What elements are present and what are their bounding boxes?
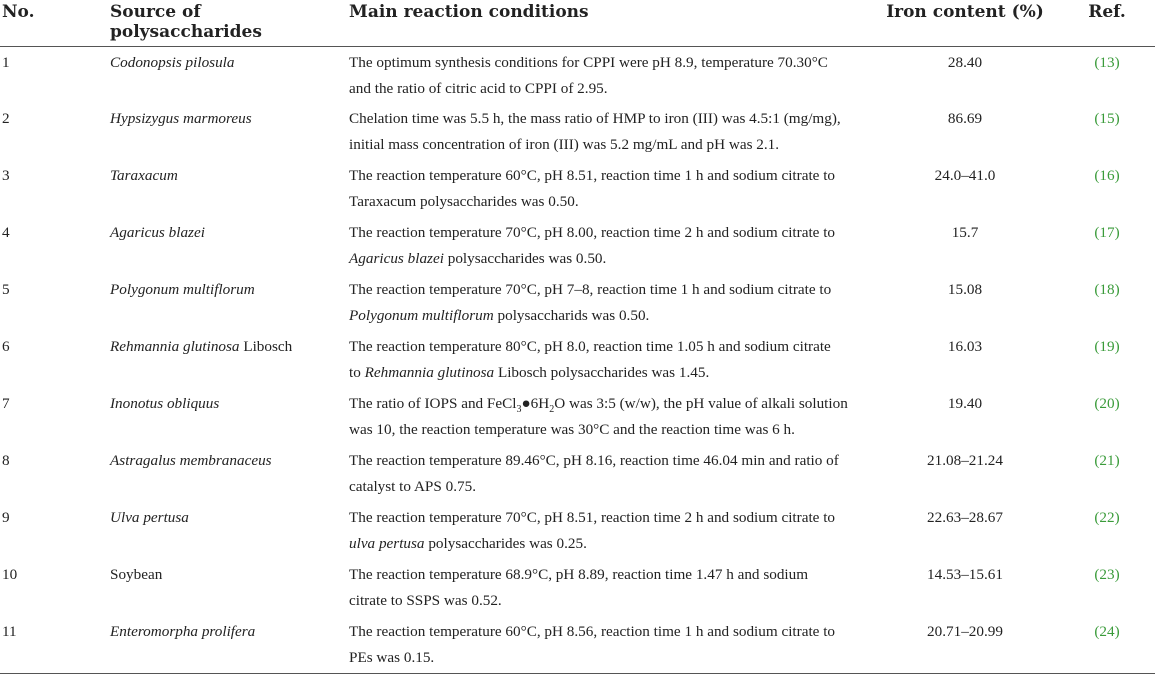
source-species: Rehmannia glutinosa [110,338,240,355]
cell-conditions [345,331,871,388]
table-row [0,502,1155,559]
cell-iron-content: 22.63–28.67 [927,509,1003,526]
cell-conditions [345,445,871,502]
ref-paren-close: ) [1114,452,1120,469]
ref-paren-open: ( [1094,167,1100,184]
table-row [0,331,1155,388]
table-row [0,217,1155,274]
ref-paren-open: ( [1094,566,1100,583]
ref-paren-close: ) [1114,167,1120,184]
conditions-line-2: ulva pertusa polysaccharides was 0.25. [349,535,587,552]
cell-iron-content: 15.08 [947,281,983,298]
cell-ref [1059,46,1155,103]
table-row [0,160,1155,217]
ref-link[interactable]: 24 [1099,623,1115,640]
cell-conditions [345,217,871,274]
cell-source [54,217,345,274]
conditions-line-1: The optimum synthesis conditions for CPPI were pH 8.9, temperature 70.30°C [349,53,828,71]
cell-source [54,160,345,217]
source-species: Inonotus obliquus [110,395,220,412]
cell-no: 6 [2,338,10,355]
cell-source [54,445,345,502]
cell-source [54,274,345,331]
source-species: Taraxacum [110,167,178,184]
ref-link[interactable]: 23 [1099,566,1115,583]
cell-iron-content: 14.53–15.61 [927,566,1003,583]
conditions-line-1: The reaction temperature 68.9°C, pH 8.89, reaction time 1.47 h and sodium [349,566,809,583]
conditions-line-1: Chelation time was 5.5 h, the mass ratio of HMP to iron (III) was 4.5:1 (mg/mg), [349,110,841,127]
source-species: Hypsizygus marmoreus [110,110,252,127]
cell-no: 9 [2,509,10,526]
source-species: Ulva pertusa [110,509,189,526]
conditions-line-1: The reaction temperature 70°C, pH 8.00, reaction time 2 h and sodium citrate to [349,224,836,241]
ref-paren-open: ( [1094,509,1100,526]
header-no: No. [0,0,54,46]
ref-paren-open: ( [1094,110,1100,127]
ref-paren-close: ) [1114,395,1120,412]
cell-conditions [345,46,871,103]
conditions-line-2: Agaricus blazei polysaccharides was 0.50. [349,250,607,267]
ref-paren-close: ) [1114,53,1120,71]
source-species: Agaricus blazei [110,224,205,241]
conditions-line-2: catalyst to APS 0.75. [349,478,476,495]
conditions-line-2: Taraxacum polysaccharides was 0.50. [349,193,579,210]
cell-conditions [345,616,871,673]
cell-iron-content: 15.7 [951,224,979,241]
cell-source [54,103,345,160]
header-iron: Iron content (%) [871,0,1059,46]
cell-iron-content: 20.71–20.99 [927,623,1003,640]
cell-conditions [345,274,871,331]
cell-iron-content: 86.69 [947,110,983,127]
table-row [0,616,1155,673]
cell-iron-content: 24.0–41.0 [934,167,996,184]
conditions-line-1: The reaction temperature 70°C, pH 8.51, reaction time 2 h and sodium citrate to [349,509,836,526]
table-row [0,559,1155,616]
cell-ref [1059,445,1155,502]
source-species: Codonopsis pilosula [110,53,235,71]
ref-paren-close: ) [1114,509,1120,526]
ref-paren-close: ) [1114,281,1120,298]
table-row [0,388,1155,445]
table-row [0,103,1155,160]
ref-paren-open: ( [1094,338,1100,355]
conditions-line-2: was 10, the reaction temperature was 30°C and the reaction time was 6 h. [349,421,795,438]
table-row [0,445,1155,502]
cell-conditions [345,388,871,445]
cell-conditions [345,103,871,160]
cell-ref [1059,388,1155,445]
ref-paren-open: ( [1094,224,1100,241]
cell-source [54,502,345,559]
conditions-line-2: PEs was 0.15. [349,649,435,666]
cell-iron-content: 21.08–21.24 [927,452,1003,469]
cell-no: 5 [2,281,10,298]
conditions-line-1: The reaction temperature 60°C, pH 8.51, reaction time 1 h and sodium citrate to [349,167,836,184]
table-row [0,46,1155,103]
cell-no: 3 [2,167,10,184]
ref-paren-close: ) [1114,110,1120,127]
cell-no: 8 [2,452,10,469]
cell-iron-content: 28.40 [947,53,983,71]
cell-iron-content: 16.03 [947,338,983,355]
ref-paren-open: ( [1094,53,1100,71]
conditions-line-1: The reaction temperature 89.46°C, pH 8.16, reaction time 46.04 min and ratio of [349,452,839,469]
conditions-line-1: The ratio of IOPS and $FeCl_3●6H_2O$ was 3:5 (w/w), the pH value of alkali solution [349,395,848,416]
ref-link[interactable]: 21 [1099,452,1115,469]
conditions-line-1: The reaction temperature 80°C, pH 8.0, reaction time 1.05 h and sodium citrate [349,338,831,355]
ref-paren-close: ) [1114,338,1120,355]
cell-ref [1059,502,1155,559]
ref-paren-open: ( [1094,623,1100,640]
source-species: Astragalus membranaceus [110,452,272,469]
cell-source [54,388,345,445]
cell-ref [1059,331,1155,388]
conditions-line-2: Polygonum multiflorum polysaccharids was 0.50. [349,307,650,324]
header-row [0,0,1155,46]
cell-conditions [345,502,871,559]
ref-paren-close: ) [1114,566,1120,583]
conditions-line-2: and the ratio of citric acid to CPPI of 2.95. [349,79,608,97]
cell-no: 4 [2,224,10,241]
ref-paren-close: ) [1114,224,1120,241]
source-suffix: Libosch [239,338,293,355]
ref-paren-open: ( [1094,395,1100,412]
header-conditions: Main reaction conditions [345,0,871,46]
conditions-line-1: The reaction temperature 70°C, pH 7–8, reaction time 1 h and sodium citrate to [349,281,832,298]
cell-conditions [345,559,871,616]
ref-paren-open: ( [1094,452,1100,469]
ref-paren-open: ( [1094,281,1100,298]
cell-no: 10 [2,566,18,583]
conditions-line-2: citrate to SSPS was 0.52. [349,592,502,609]
ref-link[interactable]: 18 [1099,281,1115,298]
cell-ref [1059,274,1155,331]
cell-source [54,331,345,388]
cell-no: 1 [2,53,10,71]
cell-no: 2 [2,110,10,127]
cell-no: 7 [2,395,10,412]
cell-ref [1059,559,1155,616]
header-ref: Ref. [1059,0,1155,46]
ref-link[interactable]: 17 [1099,224,1115,241]
ref-link[interactable]: 19 [1099,338,1115,355]
ref-link[interactable]: 15 [1099,110,1115,127]
cell-no: 11 [2,623,17,640]
source-suffix: Soybean [110,566,163,583]
ref-link[interactable]: 20 [1099,395,1115,412]
source-species: Polygonum multiflorum [110,281,255,298]
ref-paren-close: ) [1114,623,1120,640]
conditions-line-2: to Rehmannia glutinosa Libosch polysaccharides was 1.45. [349,364,710,381]
ref-link[interactable]: 16 [1099,167,1115,184]
cell-source [54,559,345,616]
ref-link[interactable]: 13 [1099,53,1115,71]
conditions-line-1: The reaction temperature 60°C, pH 8.56, reaction time 1 h and sodium citrate to [349,623,836,640]
cell-source [54,46,345,103]
header-source: Source of polysaccharides [54,0,345,46]
cell-ref [1059,616,1155,673]
source-species: Enteromorpha prolifera [110,623,256,640]
cell-ref [1059,160,1155,217]
cell-conditions [345,160,871,217]
cell-source [54,616,345,673]
cell-ref [1059,217,1155,274]
table-row [0,274,1155,331]
ref-link[interactable]: 22 [1099,509,1115,526]
cell-iron-content: 19.40 [947,395,983,412]
cell-ref [1059,103,1155,160]
conditions-line-2: initial mass concentration of iron (III) was 5.2 mg/mL and pH was 2.1. [349,136,780,153]
